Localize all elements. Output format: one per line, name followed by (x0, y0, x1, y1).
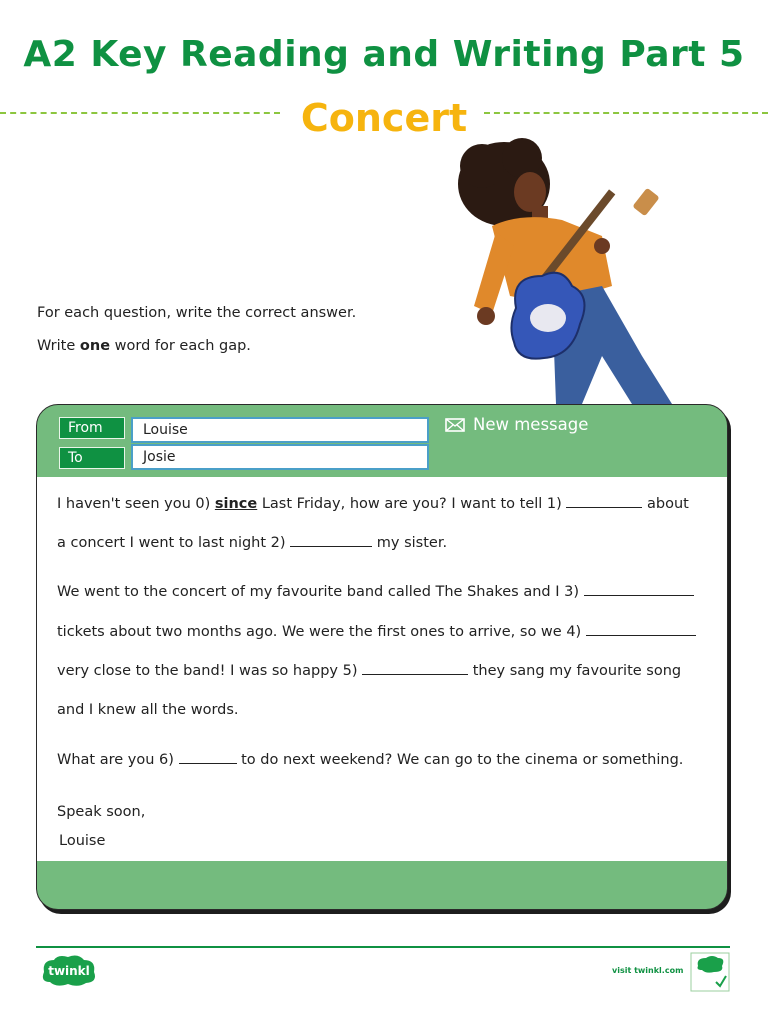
new-message-label: New message (473, 415, 589, 434)
text: my sister. (372, 535, 448, 551)
text: I haven't seen you 0) (57, 496, 215, 512)
text: to do next weekend? We can go to the cinema or something. (236, 752, 684, 768)
message-line-6: and I knew all the words. (57, 702, 239, 718)
twinkl-logo (38, 952, 100, 988)
message-line-4 (57, 623, 696, 640)
footer-divider (36, 946, 730, 948)
instruction-line-2 (37, 338, 251, 354)
text: a concert I went to last night 2) (57, 535, 291, 551)
example-answer: since (214, 496, 258, 512)
guitarist-illustration (452, 136, 688, 406)
text: very close to the band! I was so happy 5) (57, 663, 363, 679)
text: Last Friday, how are you? I want to tell 1) (257, 496, 567, 512)
from-field[interactable]: Louise (131, 417, 429, 443)
page-subtitle: Concert (300, 96, 468, 140)
text: What are you 6) (57, 752, 179, 768)
instruction-text: Write (37, 338, 80, 354)
page-title: A2 Key Reading and Writing Part 5 (23, 34, 745, 75)
message-signoff: Speak soon, (57, 804, 146, 820)
gap-4[interactable] (586, 623, 696, 636)
message-card (36, 404, 728, 910)
text: they sang my favourite song (468, 663, 682, 679)
text: about (642, 496, 689, 512)
to-field[interactable]: Josie (131, 444, 429, 470)
visit-link[interactable]: visit twinkl.com (612, 966, 684, 975)
quality-badge (690, 952, 730, 992)
message-line-3 (57, 583, 694, 600)
logo-text: twinkl (48, 964, 90, 978)
message-line-7 (57, 751, 683, 768)
instruction-line-1: For each question, write the correct answer. (37, 305, 357, 321)
from-label: From (59, 417, 125, 439)
gap-5[interactable] (362, 662, 468, 675)
instruction-text: word for each gap. (110, 338, 251, 354)
envelope-icon (445, 418, 465, 432)
message-line-1 (57, 495, 689, 512)
gap-2[interactable] (290, 534, 372, 547)
text: tickets about two months ago. We were the first ones to arrive, so we 4) (57, 624, 586, 640)
gap-3[interactable] (584, 583, 694, 596)
message-signature: Louise (59, 833, 106, 849)
new-message-button[interactable] (445, 415, 588, 434)
message-body (37, 477, 727, 861)
text: We went to the concert of my favourite band called The Shakes and I 3) (57, 584, 584, 600)
to-label: To (59, 447, 125, 469)
gap-6[interactable] (179, 751, 237, 764)
instruction-bold: one (79, 338, 111, 354)
message-line-5 (57, 662, 681, 679)
message-line-2 (57, 534, 447, 551)
gap-1[interactable] (566, 495, 642, 508)
